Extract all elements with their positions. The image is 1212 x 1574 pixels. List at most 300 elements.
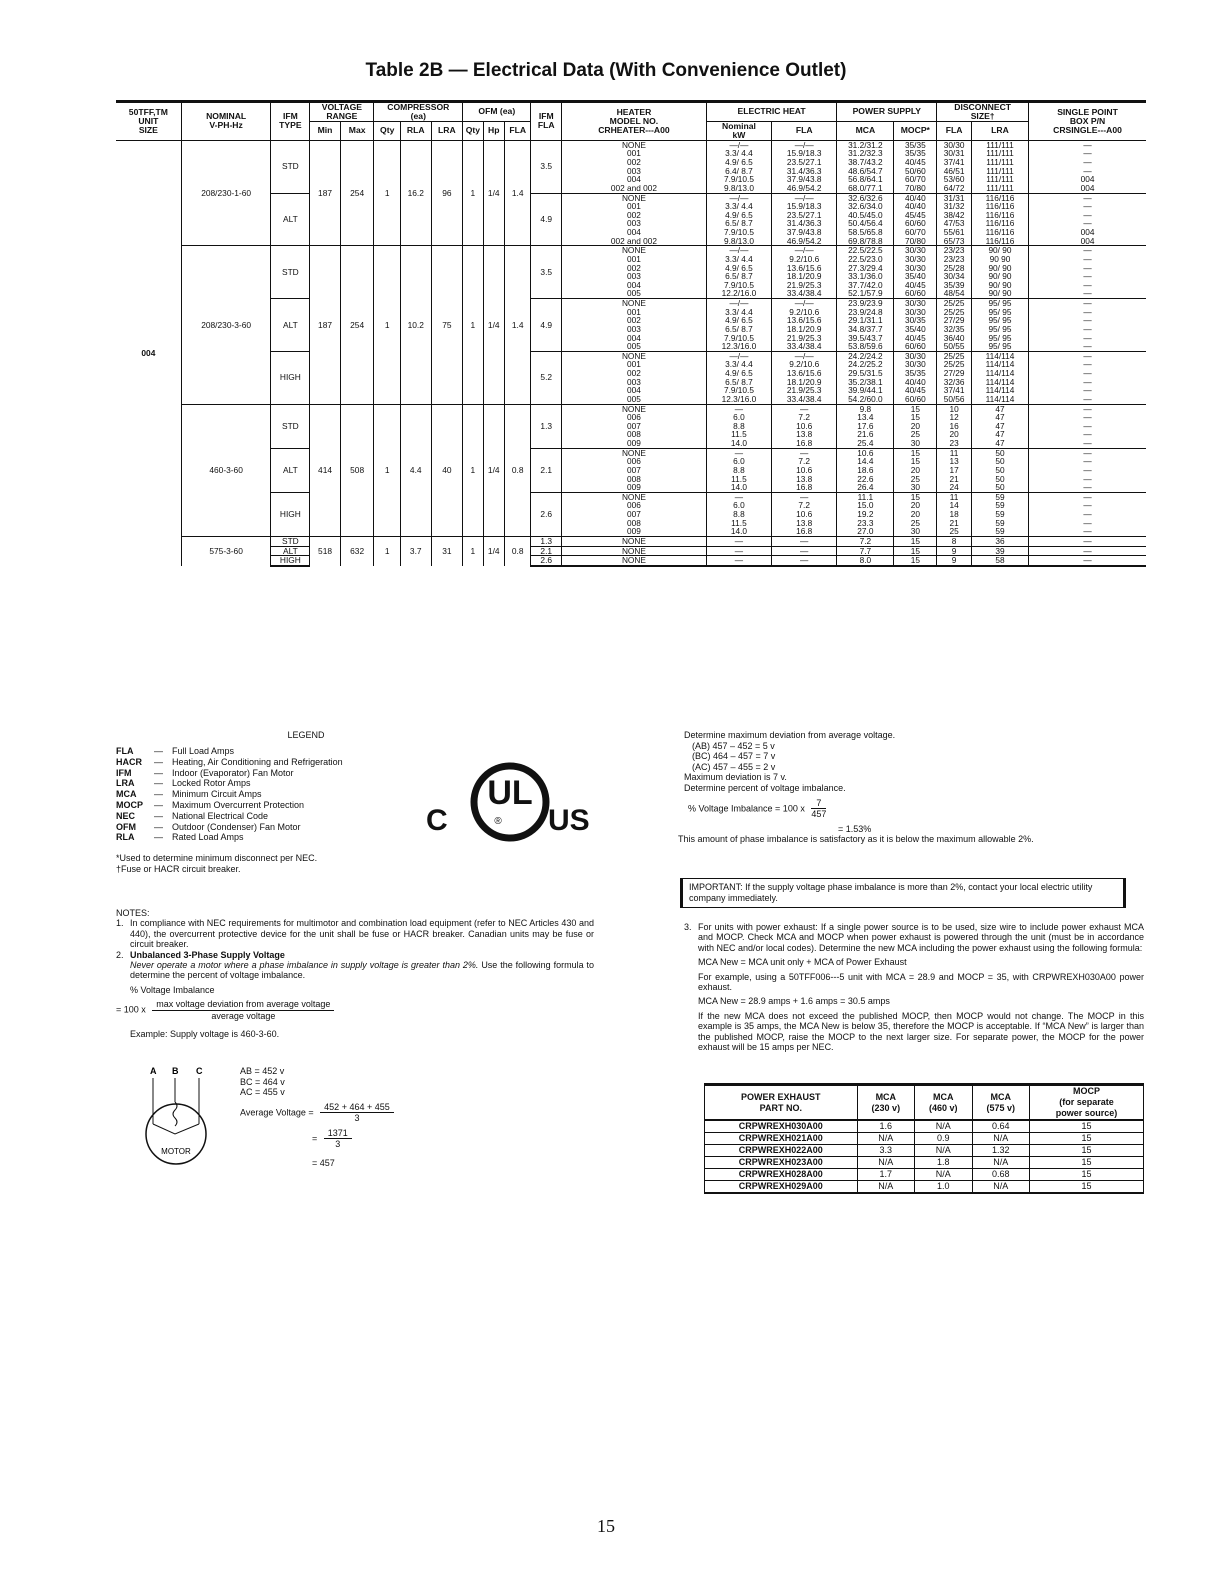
power-exhaust-value: 1.0 [915, 1181, 972, 1194]
legend-def: Heating, Air Conditioning and Refrigeration [172, 756, 343, 767]
avg-formula-2 [312, 1128, 394, 1150]
unit-size-cell: 004 [141, 348, 156, 359]
average-voltage-calc [240, 1066, 394, 1168]
disconnect-lra: 95/ 95 95/ 95 95/ 95 95/ 95 95/ 95 95/ 95 [971, 299, 1028, 352]
single-point: — [1029, 556, 1146, 566]
mca: 10.6 14.4 18.6 22.6 26.4 [837, 448, 894, 492]
hdr-max: Max [340, 121, 374, 140]
power-exhaust-header: MCA (575 v) [972, 1085, 1029, 1121]
power-exhaust-value: 15 [1029, 1169, 1143, 1181]
table-row [705, 1120, 1144, 1133]
mca: 22.5/22.5 22.5/23.0 27.3/29.4 33.1/36.0 37.7/42.0 52.1/57.9 [837, 246, 894, 299]
imbalance-calculation [678, 730, 1144, 845]
table-row [705, 1145, 1144, 1157]
legend-heading: LEGEND [287, 730, 325, 740]
legend-dash: — [154, 810, 163, 821]
compressor-lra: 75 [431, 246, 463, 404]
ofm-fla: 1.4 [504, 140, 531, 246]
table-row [705, 1157, 1144, 1169]
note3-number: 3. [684, 922, 692, 932]
mca: 7.7 [837, 546, 894, 556]
calc-bc: (BC) 464 – 457 = 7 v [692, 751, 776, 762]
nominal-kw: — 6.0 8.8 11.5 14.0 [706, 404, 771, 448]
heater-model: NONE 006 007 008 009 [562, 492, 707, 536]
power-exhaust-value: 0.9 [915, 1133, 972, 1145]
calc-numerator: 7 [811, 798, 826, 810]
notes-heading: NOTES: [116, 908, 150, 918]
mocp: 15 [894, 556, 937, 566]
avg-denominator: 3 [354, 1113, 360, 1123]
legend-item [116, 778, 436, 789]
legend-abbr: IFM [116, 767, 132, 778]
power-exhaust-header: MOCP (for separate power source) [1029, 1085, 1143, 1121]
motor-label-a: A [150, 1066, 157, 1076]
mca: 7.2 [837, 536, 894, 546]
heat-fla: — 7.2 10.6 13.8 16.8 [772, 492, 837, 536]
legend-abbr: MCA [116, 789, 137, 800]
heater-model: NONE 001 002 003 004 005 [562, 246, 707, 299]
hdr-comp-qty: Qty [374, 121, 401, 140]
note3-p4: MCA New = 28.9 amps + 1.6 amps = 30.5 amps [698, 996, 890, 1007]
motor-label-b: B [172, 1066, 179, 1076]
single-point: — — — — — [1029, 492, 1146, 536]
heater-model: NONE 006 007 008 009 [562, 448, 707, 492]
legend-dash: — [154, 746, 163, 756]
disconnect-lra: 47 47 47 47 47 [971, 404, 1028, 448]
footnote-fuse: †Fuse or HACR circuit breaker. [116, 864, 241, 875]
heater-model: NONE 001 002 003 004 002 and 002 [562, 193, 707, 246]
hdr-ifm-fla: IFM FLA [531, 102, 562, 141]
compressor-rla: 3.7 [400, 536, 431, 566]
legend-item [116, 822, 436, 833]
heater-model: NONE [562, 556, 707, 566]
single-point: — — — — — [1029, 404, 1146, 448]
part-number: CRPWREXH030A00 [705, 1120, 858, 1133]
note2-title: Unbalanced 3-Phase Supply Voltage [130, 949, 285, 960]
single-point: — [1029, 536, 1146, 546]
voltage-min: 187 [310, 246, 341, 404]
voltage-min: 187 [310, 140, 341, 246]
mca: 23.9/23.9 23.9/24.8 29.1/31.1 34.8/37.7 39.5/43.7 53.8/59.6 [837, 299, 894, 352]
power-exhaust-value: 3.3 [857, 1145, 914, 1157]
ofm-hp: 1/4 [483, 536, 504, 566]
ifm-type: STD [271, 404, 310, 448]
important-notice: IMPORTANT: If the supply voltage phase imbalance is more than 2%, contact your local electric utility company immediately. [680, 878, 1126, 908]
voltage-max: 254 [340, 246, 374, 404]
calc-formula [684, 798, 1144, 820]
nominal-kw: —/— 3.3/ 4.4 4.9/ 6.5 6.5/ 8.7 7.9/10.5 12.2/16.0 [706, 246, 771, 299]
power-exhaust-value: N/A [972, 1157, 1029, 1169]
ofm-fla: 0.8 [504, 404, 531, 536]
disconnect-lra: 111/111 111/111 111/111 111/111 111/111 111/111 [971, 140, 1028, 193]
legend-dash: — [154, 789, 163, 800]
mocp: 30/30 30/30 30/30 35/40 40/45 60/60 [894, 246, 937, 299]
single-point: — — — — — — [1029, 351, 1146, 404]
power-exhaust-header: POWER EXHAUST PART NO. [705, 1085, 858, 1121]
hdr-hp: Hp [483, 121, 504, 140]
ul-logo-c: C [426, 804, 448, 837]
ofm-fla: 1.4 [504, 246, 531, 404]
ofm-hp: 1/4 [483, 246, 504, 404]
formula-denominator: average voltage [211, 1010, 276, 1021]
avg-ab: AB = 452 v [240, 1066, 285, 1076]
compressor-rla: 10.2 [400, 246, 431, 404]
disconnect-fla: 10 12 16 20 23 [937, 404, 972, 448]
nominal-kw: —/— 3.3/ 4.4 4.9/ 6.5 6.4/ 8.7 7.9/10.5 9.8/13.0 [706, 140, 771, 193]
hdr-electric-heat: ELECTRIC HEAT [706, 102, 837, 122]
legend-dash: — [154, 778, 163, 789]
avg-fraction [320, 1102, 394, 1124]
calc-ac: (AC) 457 – 455 = 2 v [692, 761, 776, 772]
heater-model: NONE 001 002 003 004 002 and 002 [562, 140, 707, 193]
power-exhaust-value: 0.68 [972, 1169, 1029, 1181]
legend-item [116, 746, 436, 757]
voltage-min: 518 [310, 536, 341, 566]
mocp: 30/30 30/30 30/35 35/40 40/45 60/60 [894, 299, 937, 352]
avg-result: = 457 [312, 1157, 335, 1168]
ifm-type: ALT [271, 193, 310, 246]
formula-lhs: = 100 x [116, 1004, 146, 1015]
ifm-fla: 4.9 [531, 299, 562, 352]
nominal-kw: — [706, 546, 771, 556]
power-exhaust-value: 15 [1029, 1181, 1143, 1194]
mocp: 30/30 30/30 35/35 40/40 40/45 60/60 [894, 351, 937, 404]
mca: 24.2/24.2 24.2/25.2 29.5/31.5 35.2/38.1 39.9/44.1 54.2/60.0 [837, 351, 894, 404]
table-row [116, 299, 1146, 352]
table-row [116, 536, 1146, 546]
disconnect-lra: 58 [971, 556, 1028, 566]
nominal-kw: — 6.0 8.8 11.5 14.0 [706, 492, 771, 536]
table-row [116, 193, 1146, 246]
hdr-heater-model: HEATER MODEL NO. CRHEATER---A00 [562, 102, 707, 141]
mocp: 15 15 20 25 30 [894, 448, 937, 492]
legend-item [116, 832, 436, 843]
ofm-qty: 1 [463, 140, 483, 246]
page-title: Table 2B — Electrical Data (With Convenience Outlet) [365, 60, 847, 81]
disconnect-fla: 23/23 23/23 25/28 30/34 35/39 48/54 [937, 246, 972, 299]
part-number: CRPWREXH028A00 [705, 1169, 858, 1181]
disconnect-fla: 8 [937, 536, 972, 546]
ofm-qty: 1 [463, 536, 483, 566]
mocp: 40/40 40/40 45/45 60/60 60/70 70/80 [894, 193, 937, 246]
part-number: CRPWREXH022A00 [705, 1145, 858, 1157]
disconnect-lra: 90/ 90 90 90 90/ 90 90/ 90 90/ 90 90/ 90 [971, 246, 1028, 299]
note2-imbalance-label: % Voltage Imbalance [130, 984, 215, 995]
mocp: 15 20 20 25 30 [894, 492, 937, 536]
legend-def: National Electrical Code [172, 810, 269, 821]
nominal-kw: — [706, 556, 771, 566]
page-number: 15 [597, 1516, 615, 1536]
ifm-type: ALT [271, 448, 310, 492]
voltage-max: 254 [340, 140, 374, 246]
legend-abbr: HACR [116, 756, 142, 767]
mocp: 15 [894, 546, 937, 556]
power-exhaust-value: 15 [1029, 1145, 1143, 1157]
ifm-fla: 1.3 [531, 404, 562, 448]
nominal-voltage: 208/230-1-60 [181, 140, 271, 246]
ifm-type: STD [271, 140, 310, 193]
ifm-fla: 2.6 [531, 556, 562, 566]
legend-def: Outdoor (Condenser) Fan Motor [172, 821, 301, 832]
table-row [705, 1181, 1144, 1194]
footnote-disconnect: *Used to determine minimum disconnect per NEC. [116, 853, 318, 864]
legend-def: Maximum Overcurrent Protection [172, 799, 305, 810]
power-exhaust-value: 1.6 [857, 1120, 914, 1133]
calc-pct: Determine percent of voltage imbalance. [684, 782, 846, 793]
table-row [705, 1169, 1144, 1181]
power-exhaust-value: N/A [972, 1133, 1029, 1145]
mca: 9.8 13.4 17.6 21.6 25.4 [837, 404, 894, 448]
power-exhaust-value: 1.32 [972, 1145, 1029, 1157]
hdr-single-point: SINGLE POINT BOX P/N CRSINGLE---A00 [1029, 102, 1146, 141]
note2-formula [116, 999, 594, 1021]
ifm-fla: 3.5 [531, 246, 562, 299]
hdr-power-supply: POWER SUPPLY [837, 102, 937, 122]
ifm-type: ALT [271, 546, 310, 556]
ifm-type: HIGH [271, 556, 310, 566]
nominal-voltage: 575-3-60 [181, 536, 271, 566]
ifm-type: ALT [271, 299, 310, 352]
heat-fla: —/— 15.9/18.3 23.5/27.1 31.4/36.3 37.9/43.8 46.9/54.2 [772, 193, 837, 246]
hdr-unit-size: 50TFF,TM UNIT SIZE [116, 102, 181, 141]
ofm-qty: 1 [463, 246, 483, 404]
mocp: 35/35 35/35 40/45 50/60 60/70 70/80 [894, 140, 937, 193]
disconnect-lra: 36 [971, 536, 1028, 546]
formula-numerator: max voltage deviation from average voltage [152, 999, 334, 1010]
part-number: CRPWREXH021A00 [705, 1133, 858, 1145]
avg-numerator: 452 + 464 + 455 [320, 1102, 394, 1114]
power-exhaust-value: N/A [915, 1120, 972, 1133]
legend-abbr: OFM [116, 821, 136, 832]
note3-p5: If the new MCA does not exceed the published MOCP, then MOCP would not change. The MOCP in this example is 35 amps, the MCA New is below 35, therefore the MOCP is acceptable. If “MCA New” is larger than the published MOCP, raise the MOCP to the next larger size. For separate power, the MOCP for the power exhaust will be 15 amps per NEC. [698, 1010, 1144, 1053]
compressor-lra: 31 [431, 536, 463, 566]
hdr-heat-fla: FLA [772, 121, 837, 140]
legend-footnotes [116, 853, 436, 875]
heater-model: NONE 006 007 008 009 [562, 404, 707, 448]
calc-intro: Determine maximum deviation from average voltage. [684, 730, 896, 740]
hdr-nominal: NOMINAL V-PH-Hz [181, 102, 271, 141]
note2-warning: Never operate a motor where a phase imbalance in supply voltage is greater than 2%. [130, 960, 479, 971]
legend-def: Indoor (Evaporator) Fan Motor [172, 767, 294, 778]
ifm-type: STD [271, 536, 310, 546]
heat-fla: — 7.2 10.6 13.8 16.8 [772, 448, 837, 492]
disconnect-fla: 25/25 25/25 27/29 32/35 36/40 50/55 [937, 299, 972, 352]
table-row [116, 492, 1146, 536]
voltage-max: 632 [340, 536, 374, 566]
ifm-type: HIGH [271, 351, 310, 404]
hdr-nominal-kw: Nominal kW [706, 121, 771, 140]
compressor-lra: 40 [431, 404, 463, 536]
compressor-rla: 4.4 [400, 404, 431, 536]
power-exhaust-value: 15 [1029, 1120, 1143, 1133]
voltage-max: 508 [340, 404, 374, 536]
hdr-mocp: MOCP* [894, 121, 937, 140]
power-exhaust-value: N/A [915, 1169, 972, 1181]
hdr-rla: RLA [400, 121, 431, 140]
disconnect-lra: 59 59 59 59 59 [971, 492, 1028, 536]
table-row [705, 1133, 1144, 1145]
part-number: CRPWREXH023A00 [705, 1157, 858, 1169]
disconnect-fla: 11 13 17 21 24 [937, 448, 972, 492]
nominal-kw: —/— 3.3/ 4.4 4.9/ 6.5 6.5/ 8.7 7.9/10.5 9.8/13.0 [706, 193, 771, 246]
mca: 11.1 15.0 19.2 23.3 27.0 [837, 492, 894, 536]
heat-fla: — [772, 546, 837, 556]
ul-logo-ul: UL [487, 774, 533, 812]
power-exhaust-value: 15 [1029, 1133, 1143, 1145]
compressor-qty: 1 [374, 404, 401, 536]
power-exhaust-value: N/A [857, 1133, 914, 1145]
ifm-fla: 3.5 [531, 140, 562, 193]
disconnect-lra: 114/114 114/114 114/114 114/114 114/114 114/114 [971, 351, 1028, 404]
ifm-fla: 2.1 [531, 448, 562, 492]
voltage-min: 414 [310, 404, 341, 536]
single-point: — — — — — [1029, 448, 1146, 492]
hdr-ofm-fla: FLA [504, 121, 531, 140]
ifm-type: STD [271, 246, 310, 299]
table-row [116, 140, 1146, 193]
power-exhaust-value: N/A [915, 1145, 972, 1157]
disconnect-fla: 11 14 18 21 25 [937, 492, 972, 536]
hdr-ofm-qty: Qty [463, 121, 483, 140]
calc-fraction [811, 798, 826, 820]
ofm-qty: 1 [463, 404, 483, 536]
mca: 8.0 [837, 556, 894, 566]
avg-formula [240, 1102, 394, 1124]
heater-model: NONE [562, 536, 707, 546]
nominal-kw: —/— 3.3/ 4.4 4.9/ 6.5 6.5/ 8.7 7.9/10.5 12.3/16.0 [706, 351, 771, 404]
mocp: 15 15 20 25 30 [894, 404, 937, 448]
mca: 32.6/32.6 32.6/34.0 40.5/45.0 50.4/56.4 58.5/65.8 69.8/78.8 [837, 193, 894, 246]
heater-model: NONE 001 002 003 004 005 [562, 299, 707, 352]
disconnect-lra: 50 50 50 50 50 [971, 448, 1028, 492]
legend-item [116, 768, 436, 779]
legend-item [116, 789, 436, 800]
heat-fla: —/— 9.2/10.6 13.6/15.6 18.1/20.9 21.9/25.3 33.4/38.4 [772, 351, 837, 404]
power-exhaust-value: 15 [1029, 1157, 1143, 1169]
nominal-kw: — [706, 536, 771, 546]
legend-abbr: MOCP [116, 799, 143, 810]
calc-ab: (AB) 457 – 452 = 5 v [692, 740, 775, 751]
ofm-hp: 1/4 [483, 140, 504, 246]
compressor-qty: 1 [374, 246, 401, 404]
power-exhaust-value: N/A [972, 1181, 1029, 1194]
ifm-fla: 5.2 [531, 351, 562, 404]
mca: 31.2/31.2 31.2/32.3 38.7/43.2 48.6/54.7 56.8/64.1 68.0/77.1 [837, 140, 894, 193]
heat-fla: —/— 9.2/10.6 13.6/15.6 18.1/20.9 21.9/25.3 33.4/38.4 [772, 246, 837, 299]
legend-item [116, 800, 436, 811]
heater-model: NONE [562, 546, 707, 556]
hdr-ofm: OFM (ea) [463, 102, 531, 122]
calc-result: = 1.53% [838, 823, 872, 834]
note3 [684, 922, 1144, 1056]
ifm-type: HIGH [271, 492, 310, 536]
legend-item [116, 811, 436, 822]
single-point: — — — — — — [1029, 246, 1146, 299]
table-row [116, 351, 1146, 404]
note2-text: Use the following formula to determine the percent of voltage imbalance. [130, 960, 594, 981]
ul-logo-r: ® [494, 816, 502, 827]
hdr-ifm-type: IFM TYPE [271, 102, 310, 141]
avg-label: Average Voltage = [240, 1106, 314, 1117]
motor-diagram [144, 1064, 234, 1168]
hdr-mca: MCA [837, 121, 894, 140]
note2-number: 2. [116, 949, 124, 960]
disconnect-fla: 30/30 30/31 37/41 46/51 53/60 64/72 [937, 140, 972, 193]
ifm-fla: 2.6 [531, 492, 562, 536]
legend-dash: — [154, 756, 163, 767]
single-point: — — — — 004 004 [1029, 193, 1146, 246]
power-exhaust-value: N/A [857, 1181, 914, 1194]
avg-bc: BC = 464 v [240, 1076, 285, 1087]
motor-label-c: C [196, 1066, 203, 1076]
hdr-min: Min [310, 121, 341, 140]
avg2-numerator: 1371 [324, 1128, 352, 1140]
table-row [116, 448, 1146, 492]
hdr-lra: LRA [431, 121, 463, 140]
nominal-voltage: 208/230-3-60 [181, 246, 271, 404]
legend-dash: — [154, 799, 163, 810]
heat-fla: —/— 15.9/18.3 23.5/27.1 31.4/36.3 37.9/43.8 46.9/54.2 [772, 140, 837, 193]
mocp: 15 [894, 536, 937, 546]
legend [116, 730, 436, 875]
note3-p3: For example, using a 50TFF006---5 unit with MCA = 28.9 and MOCP = 35, with CRPWREXH030A00 power exhaust. [698, 971, 1144, 993]
power-exhaust-table [704, 1083, 1144, 1194]
power-exhaust-value: 0.64 [972, 1120, 1029, 1133]
motor-label: MOTOR [161, 1147, 191, 1156]
table-row [116, 546, 1146, 556]
ofm-hp: 1/4 [483, 404, 504, 536]
notes [116, 908, 596, 1039]
calc-conclusion: This amount of phase imbalance is satisfactory as it is below the maximum allowable 2%. [678, 834, 1034, 845]
hdr-disc-lra: LRA [971, 121, 1028, 140]
avg-fraction-2 [324, 1128, 352, 1150]
nominal-voltage: 460-3-60 [181, 404, 271, 536]
table-row [116, 246, 1146, 299]
legend-dash: — [154, 832, 163, 843]
calc-imb-label: % Voltage Imbalance = 100 x [688, 803, 805, 814]
electrical-data-table [116, 100, 1146, 567]
legend-abbr: NEC [116, 810, 136, 821]
heat-fla: —/— 9.2/10.6 13.6/15.6 18.1/20.9 21.9/25.3 33.4/38.4 [772, 299, 837, 352]
note3-p2: MCA New = MCA unit only + MCA of Power Exhaust [698, 957, 907, 968]
legend-def: Locked Rotor Amps [172, 778, 251, 789]
compressor-rla: 16.2 [400, 140, 431, 246]
heat-fla: — [772, 536, 837, 546]
avg-eq: = [312, 1132, 318, 1143]
legend-def: Minimum Circuit Amps [172, 789, 262, 800]
ifm-fla: 4.9 [531, 193, 562, 246]
cul-us-logo [418, 752, 598, 862]
single-point: — — — — 004 004 [1029, 140, 1146, 193]
nominal-kw: —/— 3.3/ 4.4 4.9/ 6.5 6.5/ 8.7 7.9/10.5 12.3/16.0 [706, 299, 771, 352]
ifm-fla: 2.1 [531, 546, 562, 556]
power-exhaust-value: N/A [857, 1157, 914, 1169]
legend-item [116, 757, 436, 768]
formula-fraction [152, 999, 334, 1021]
disconnect-fla: 31/31 31/32 38/42 47/53 55/61 65/73 [937, 193, 972, 246]
compressor-qty: 1 [374, 536, 401, 566]
table-row [116, 556, 1146, 566]
compressor-qty: 1 [374, 140, 401, 246]
note3-p1: For units with power exhaust: If a single power source is to be used, size wire to include power exhaust MCA and MOCP. Check MCA and MOCP when power exhaust is powered through the unit (must be in accordance with NEC and/or local codes). Determine the new MCA including the power exhaust using the following formula: [698, 922, 1144, 953]
nominal-kw: — 6.0 8.8 11.5 14.0 [706, 448, 771, 492]
heat-fla: — 7.2 10.6 13.8 16.8 [772, 404, 837, 448]
heater-model: NONE 001 002 003 004 005 [562, 351, 707, 404]
power-exhaust-value: 1.8 [915, 1157, 972, 1169]
compressor-lra: 96 [431, 140, 463, 246]
disconnect-fla: 25/25 25/25 27/29 32/36 37/41 50/56 [937, 351, 972, 404]
disconnect-fla: 9 [937, 546, 972, 556]
